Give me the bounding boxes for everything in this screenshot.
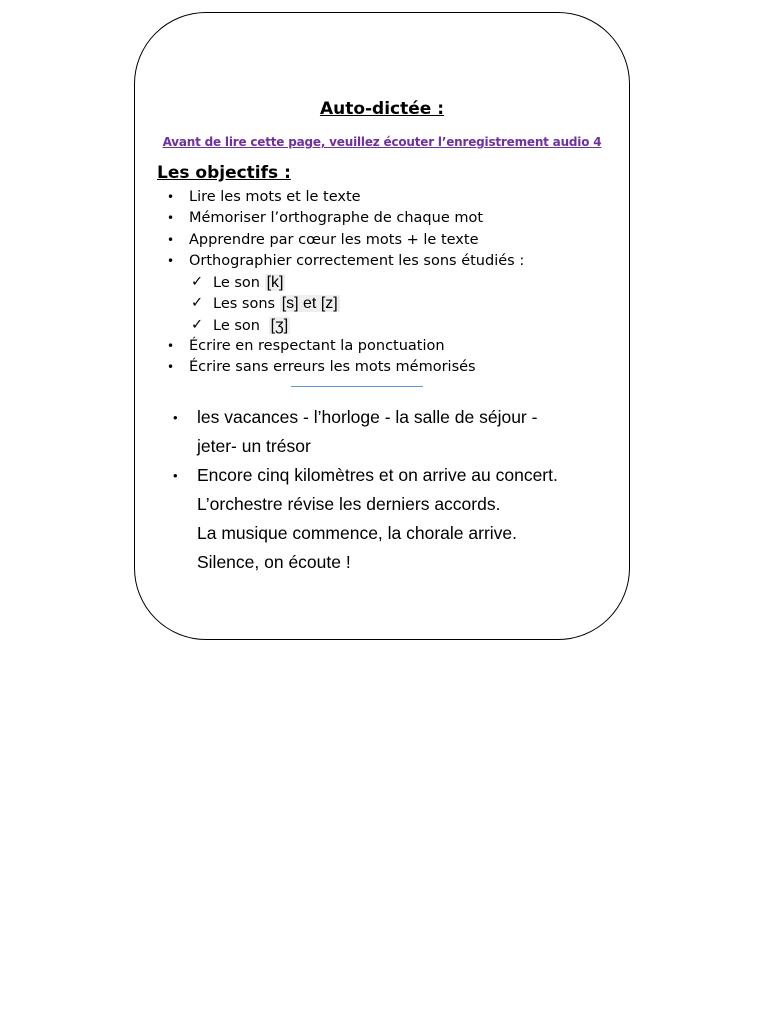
- word-list-item: [171, 403, 558, 461]
- objectives-heading: Les objectifs :: [157, 163, 291, 183]
- objectives-list: [167, 187, 524, 379]
- bullet-icon: •: [167, 253, 175, 268]
- sound-item: [167, 293, 524, 314]
- sound-item: [167, 272, 524, 293]
- divider-line: [291, 386, 423, 387]
- objective-item: [167, 336, 524, 357]
- objective-text: Écrire en respectant la ponctuation: [189, 338, 445, 355]
- checkmark-icon: ✓: [191, 316, 204, 333]
- objective-item: [167, 187, 524, 208]
- objective-item: [167, 357, 524, 378]
- text-line: Encore cinq kilomètres et on arrive au concert.: [197, 465, 558, 485]
- bullet-icon: •: [167, 190, 175, 204]
- objective-text: Écrire sans erreurs les mots mémorisés: [189, 359, 476, 376]
- objective-text: Orthographier correctement les sons étudiés :: [189, 252, 525, 269]
- objective-text: Lire les mots et le texte: [189, 189, 361, 205]
- sound-label: Les sons: [213, 296, 280, 313]
- sound-label: Le son: [213, 275, 265, 292]
- text-line: Silence, on écoute !: [197, 552, 351, 572]
- sound-item: [167, 315, 524, 336]
- text-item: [171, 461, 558, 577]
- bullet-icon: •: [167, 360, 175, 375]
- audio-instruction-link[interactable]: Avant de lire cette page, veuillez écouter l’enregistrement audio 4: [162, 135, 602, 149]
- bullet-icon: •: [167, 211, 175, 226]
- bullet-icon: •: [167, 232, 175, 247]
- checkmark-icon: ✓: [191, 295, 204, 312]
- word-list-line: les vacances - l’horloge - la salle de séjour -: [197, 407, 538, 427]
- dictation-card: [134, 12, 630, 640]
- text-line: L’orchestre révise les derniers accords.: [197, 494, 501, 514]
- objective-text: Mémoriser l’orthographe de chaque mot: [189, 210, 484, 227]
- objective-item: [167, 208, 524, 229]
- sound-symbol: [ʒ]: [270, 316, 289, 334]
- word-list-line: jeter- un trésor: [197, 436, 311, 456]
- bullet-icon: •: [173, 410, 178, 425]
- text-line: La musique commence, la chorale arrive.: [197, 523, 518, 543]
- objective-item: [167, 251, 524, 272]
- bullet-icon: •: [167, 339, 175, 354]
- checkmark-icon: ✓: [191, 274, 204, 291]
- objective-text: Apprendre par cœur les mots + le texte: [189, 231, 479, 248]
- bullet-icon: •: [173, 468, 178, 483]
- dictation-content: [171, 403, 558, 577]
- sound-symbol: [s] et [z]: [281, 295, 338, 313]
- sound-label: Le son: [213, 317, 265, 334]
- sound-symbol: [k]: [266, 274, 284, 292]
- page-title: Auto-dictée :: [319, 99, 445, 119]
- objective-item: [167, 230, 524, 251]
